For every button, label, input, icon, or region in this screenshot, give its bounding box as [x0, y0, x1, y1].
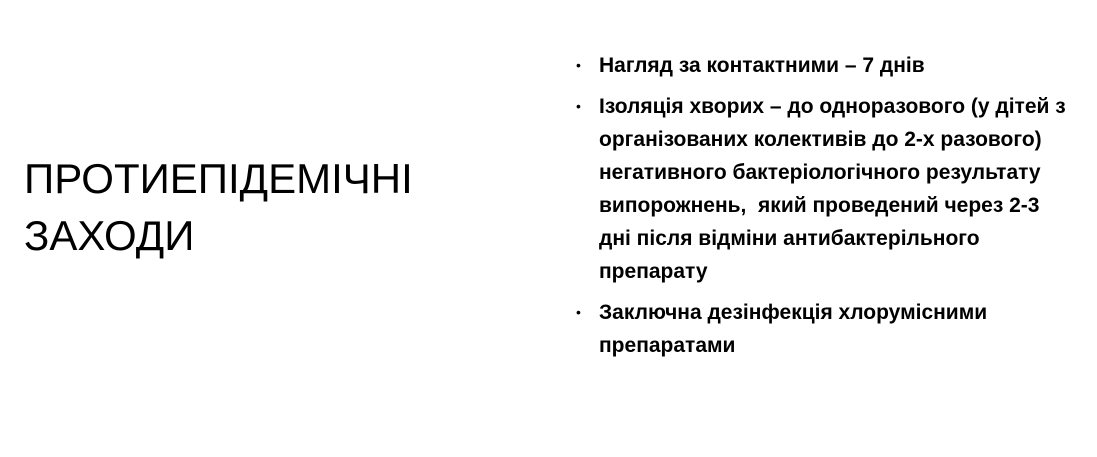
bullet-icon: • [576, 57, 581, 73]
bullet-list [573, 49, 1075, 362]
slide-title: ПРОТИЕПІДЕМІЧНІ ЗАХОДИ [24, 155, 413, 259]
list-item [573, 296, 1075, 362]
list-item [573, 49, 1075, 82]
bullet-icon: • [576, 98, 581, 114]
bullet-text: Нагляд за контактними – 7 днів [599, 54, 925, 77]
bullet-icon: • [576, 304, 581, 320]
list-item [573, 90, 1075, 288]
bullet-text: Заключна дезінфекція хлорумісними препаратами [599, 301, 994, 357]
bullet-text: Ізоляція хворих – до одноразового (у дітей з організованих колективів до 2-х разового) негативного бактеріологічного результату випорожнень, який проведений через 2-3 дні після відміни антибактерільного препарату [599, 95, 1072, 283]
